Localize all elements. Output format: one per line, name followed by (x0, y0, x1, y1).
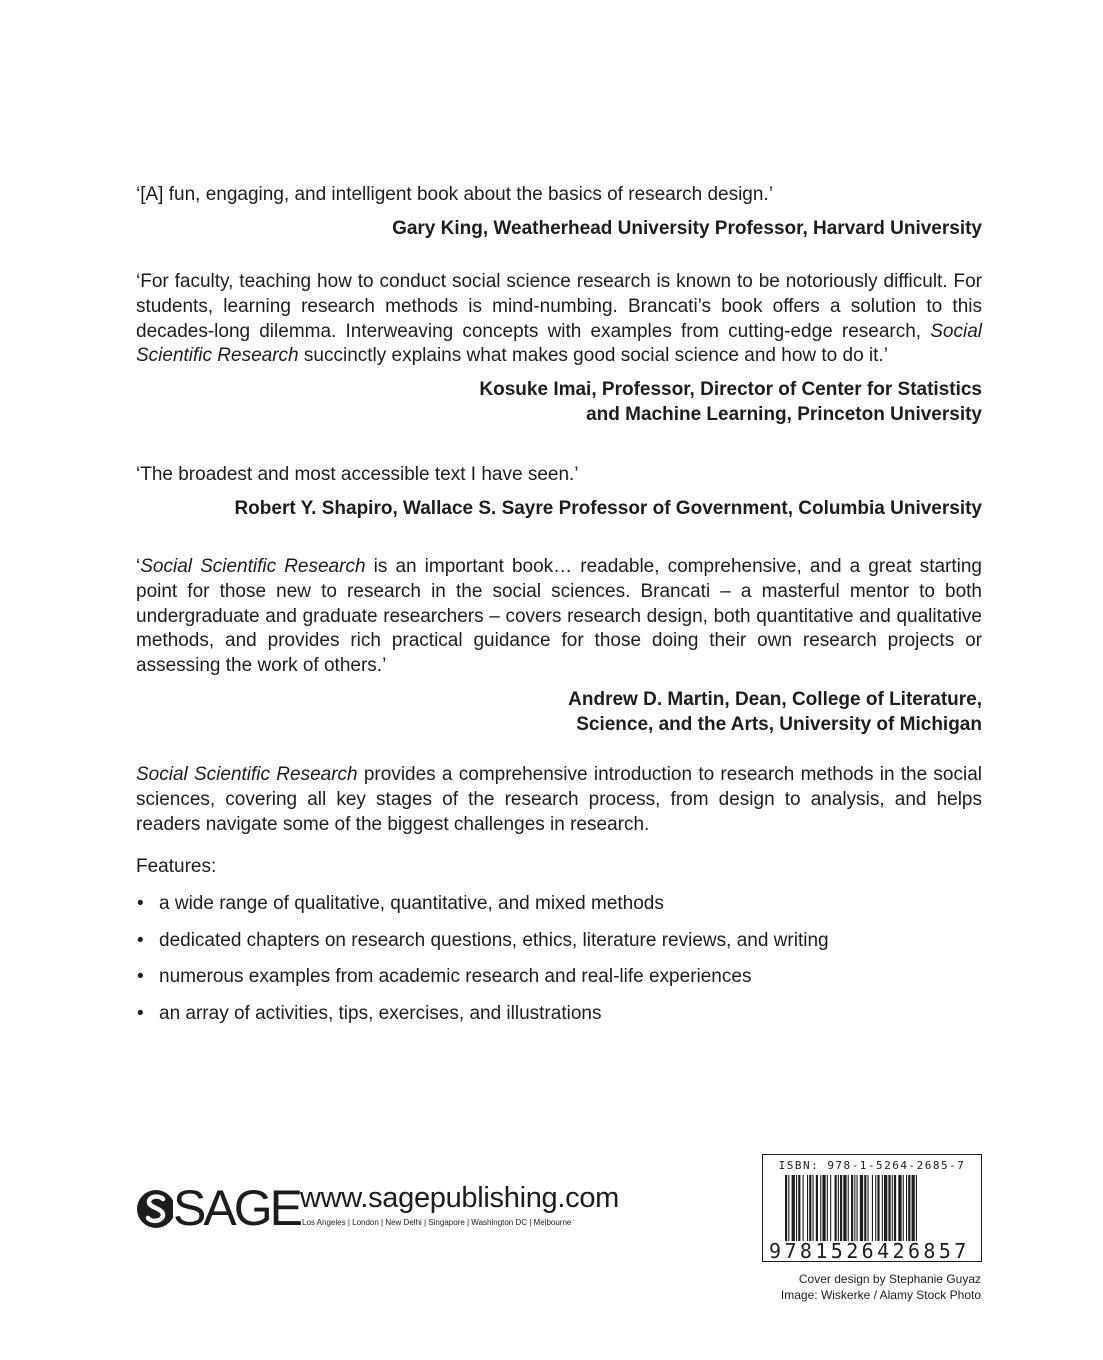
barcode-bar (884, 1175, 887, 1241)
features-list-wrapper (136, 892, 982, 1038)
quote-attribution (136, 377, 982, 427)
description-body: provides a comprehensive introduction to research methods in the social sciences, covering all key stages of the research process, from design to analysis, and helps readers navigate some of the biggest challenges in research. (136, 764, 982, 835)
barcode-bar (792, 1175, 795, 1241)
barcode-bar (916, 1175, 917, 1241)
barcode-bar (813, 1175, 814, 1241)
list-item: • an array of activities, tips, exercises, and illustrations (136, 1002, 982, 1039)
isbn-label: ISBN: 978-1-5264-2685-7 (778, 1159, 966, 1172)
attribution-line: Andrew D. Martin, Dean, College of Literature, (568, 688, 982, 710)
endorsement-quote-2 (136, 270, 982, 427)
sage-wordmark: SAGE (173, 1180, 300, 1236)
book-description (136, 763, 982, 837)
list-item: • numerous examples from academic research and real-life experiences (136, 965, 982, 1002)
barcode-bar (906, 1175, 907, 1241)
attribution-line: and Machine Learning, Princeton University (586, 404, 982, 426)
barcode-bar (848, 1175, 849, 1241)
barcode-bar (785, 1175, 787, 1241)
quote-text: ‘[A] fun, engaging, and intelligent book about the basics of research design.’ (136, 184, 773, 205)
attribution-line: Gary King, Weatherhead University Professor, Harvard University (392, 217, 982, 239)
barcode-bar (838, 1175, 839, 1241)
quote-attribution (136, 496, 982, 521)
barcode-bar (882, 1175, 883, 1241)
barcode-bar (877, 1175, 879, 1241)
barcode-bar (843, 1175, 846, 1241)
quote-text-before: ‘ (136, 556, 141, 577)
barcode-bar (798, 1175, 800, 1241)
barcode-bar (898, 1175, 901, 1241)
list-item: • dedicated chapters on research questions, ethics, literature reviews, and writing (136, 929, 982, 966)
quote-text (136, 555, 982, 679)
barcode-bar (830, 1175, 831, 1241)
cover-design-credit: Cover design by Stephanie Guyaz (798, 1272, 981, 1286)
quote-attribution (136, 687, 982, 737)
publisher-cities: Los Angeles | London | New Delhi | Singapore | Washington DC | Melbourne (302, 1218, 572, 1227)
features-section (136, 855, 982, 880)
barcode-bar (827, 1175, 828, 1241)
attribution-line: Science, and the Arts, University of Michigan (576, 713, 982, 735)
barcode-bar (888, 1175, 890, 1241)
quote-attribution (136, 216, 982, 241)
description-text (136, 763, 982, 837)
barcode-bar (864, 1175, 866, 1241)
barcode-bar (807, 1175, 808, 1241)
quote-text: ‘The broadest and most accessible text I have seen.’ (136, 464, 579, 485)
barcode-bar (854, 1175, 855, 1241)
sage-emblem-icon (135, 1186, 173, 1231)
barcode-bar (857, 1175, 858, 1241)
quote-text-after: succinctly explains what makes good social science and how to do it.’ (298, 345, 888, 367)
barcode-bar (796, 1175, 797, 1241)
attribution-line: Robert Y. Shapiro, Wallace S. Sayre Professor of Government, Columbia University (234, 497, 982, 519)
endorsement-quote-3 (136, 463, 982, 521)
quote-text-before: ‘For faculty, teaching how to conduct social science research is known to be notoriously difficult. For students, learning research methods is mind-numbing. Brancati’s book offers a solution to this decades-long dilemma. Interweaving concepts with examples from cutting-edge research, (136, 271, 982, 342)
barcode-bar (820, 1175, 821, 1241)
barcode-bar (908, 1175, 910, 1241)
image-credit: Image: Wiskerke / Alamy Stock Photo (780, 1288, 981, 1302)
barcode-digits: 9781526426857 (769, 1239, 970, 1263)
barcode-bar (872, 1175, 873, 1241)
barcode-bar (809, 1175, 811, 1241)
barcode-bar (892, 1175, 893, 1241)
barcode-bar (840, 1175, 842, 1241)
endorsement-quote-4 (136, 555, 982, 737)
publisher-url: www.sagepublishing.com (300, 1182, 620, 1214)
book-title-italic: Social Scientific Research (136, 320, 982, 367)
attribution-line: Kosuke Imai, Professor, Director of Center for Statistics (479, 379, 982, 401)
barcode-bar (894, 1175, 896, 1241)
barcode-bars-icon (785, 1175, 961, 1241)
features-label: Features: (136, 856, 217, 877)
barcode-bar (822, 1175, 825, 1241)
quote-text-after: is an important book… readable, comprehensive, and a great starting point for those new to research in the social sciences. Brancati – a masterful mentor to both undergraduate and graduate researchers – covers research design, both quantitative and qualitative methods, and provides rich practical guidance for those doing their own research projects or assessing the work of others.’ (136, 556, 982, 677)
barcode-bar (860, 1175, 863, 1241)
barcode-bar (788, 1175, 789, 1241)
barcode-bar (835, 1175, 837, 1241)
list-item: • a wide range of qualitative, quantitative, and mixed methods (136, 892, 982, 929)
features-list (136, 892, 982, 1038)
barcode-bar (803, 1175, 804, 1241)
barcode-bar (816, 1175, 818, 1241)
barcode-bar (875, 1175, 876, 1241)
quote-text (136, 270, 982, 369)
endorsement-quote-1 (136, 183, 982, 241)
barcode-bar (868, 1175, 869, 1241)
barcode-bar (851, 1175, 853, 1241)
barcode-bar (912, 1175, 915, 1241)
publisher-logo (135, 1180, 620, 1236)
book-title-italic: Social Scientific Research (136, 764, 358, 785)
barcode-bar (903, 1175, 904, 1241)
isbn-barcode (762, 1154, 982, 1262)
cover-credits (781, 1271, 981, 1303)
book-title-italic: Social Scientific Research (140, 556, 366, 577)
